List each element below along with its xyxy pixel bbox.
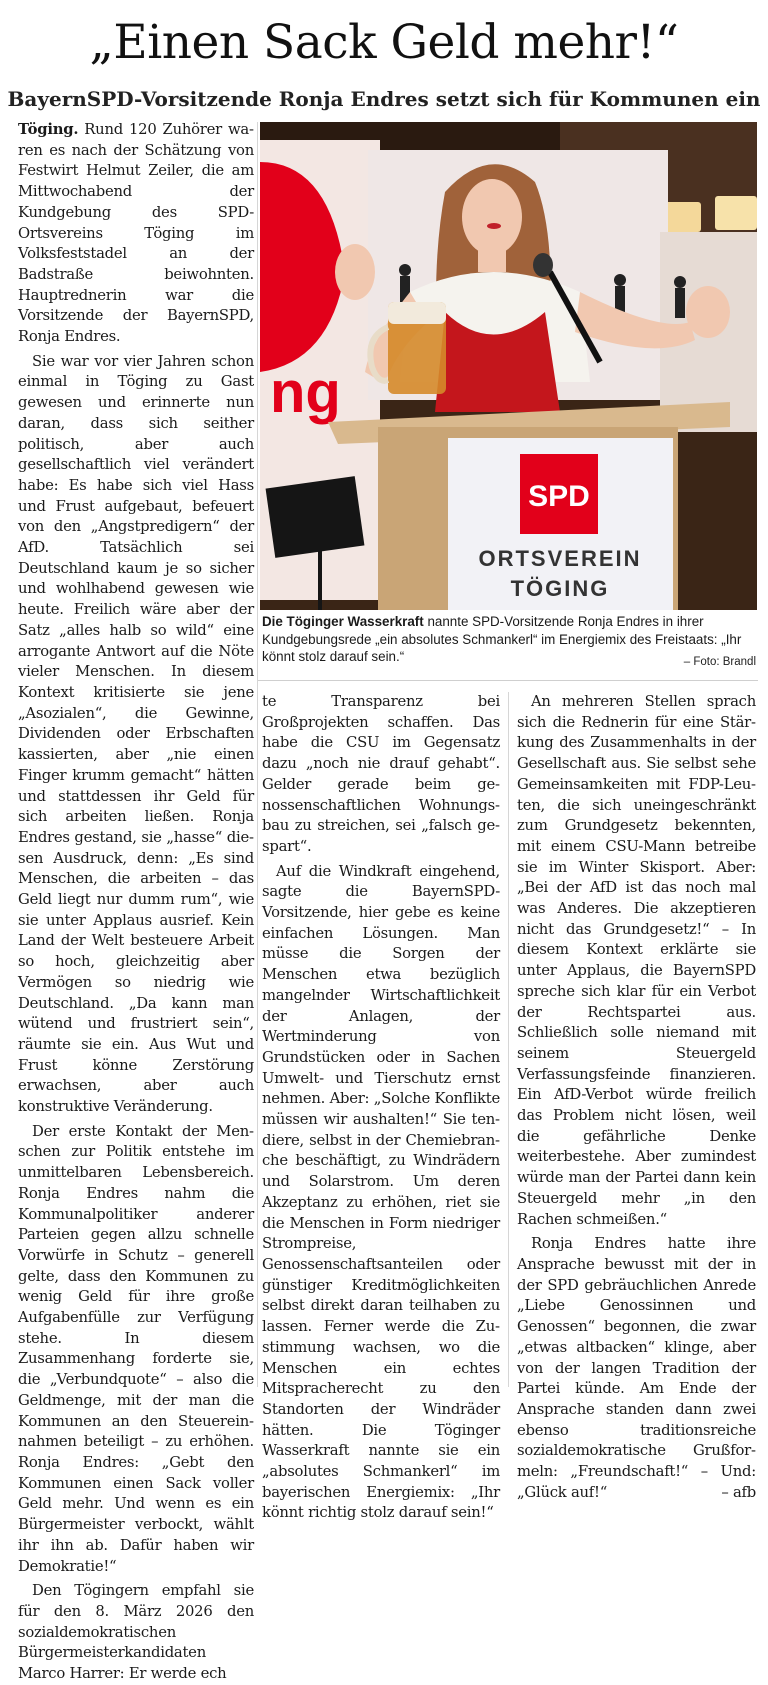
article-column-3 bbox=[517, 692, 756, 1503]
speaker-at-lectern-image bbox=[260, 122, 757, 610]
subheadline: BayernSPD-Vorsitzende Ronja Endres setzt sich für Kommunen ein bbox=[7, 87, 761, 111]
dateline: Töging. bbox=[18, 121, 79, 138]
article-column-1 bbox=[18, 120, 254, 1685]
headline: „Einen Sack Geld mehr!“ bbox=[89, 15, 679, 70]
caption-text: nannte SPD-Vorsitzende Ronja Endres in ihrer Kundgebungsrede „ein absolutes Schmankerl“ im Energiemix des Freistaats: „Ihr könnt stolz darauf sein.“ bbox=[262, 614, 742, 664]
column-divider bbox=[257, 122, 258, 1387]
photo-credit: – Foto: Brandl bbox=[683, 656, 756, 668]
paragraph: Auf die Windkraft eingehend, sagte die BayernSPD-Vorsitzende, hier gebe es keine einfachen Lösungen. Man müsse die Sorgen der Menschen etwa bezüglich mangelnder Wirtschaftlichkeit der Anlagen, der Wertminderung von Grundstücken oder in Sachen Umwelt- und Tierschutz ernst nehmen. Aber: „Solche Konflikte müssen wir aushalten!“ Sie tendiere, selbst in der Chemiebranche beschäftigt, zu Windrädern und Solarstrom. Um deren Akzeptanz zu erhöhen, riet sie die Menschen in Form niedriger Strompreise, Genossenschaftsanteilen oder günstiger Kreditmöglichkeiten selbst direkt daran teilhaben zu lassen. Ferner werde die Zustimmung wachsen, wo die Menschen ein echtes Mitspracherecht zu den Standorten der Windräder hätten. Die Töginger Wasserkraft nannte sie ein „absolutes Schmankerl“ im bayerischen Energiemix: „Ihr könnt richtig stolz darauf sein!“ bbox=[262, 862, 500, 1522]
lectern-line-1: ORTSVEREIN bbox=[478, 546, 642, 571]
paragraph bbox=[517, 1234, 756, 1503]
paragraph-text: Rund 120 Zuhörer waren es nach der Schätzung von Festwirt Helmut Zeiler, die am Mittwochabend der Kundgebung des SPD-Ortsvereins Töging im Volksfeststadel an der Badstraße beiwohnten. Hauptrednerin war die Vorsitzende der BayernSPD, Ronja Endres. bbox=[18, 121, 254, 346]
author-signature: – afb bbox=[721, 1483, 756, 1501]
paragraph: Der erste Kontakt der Menschen zur Politik entstehe im unmittelbaren Lebensbereich. Ronja Endres nahm die Kommunalpolitiker anderer Parteien gegen allzu schnelle Vorwürfe in Schutz – generell gelte, dass den Kommunen zu wenig Geld für ihre große Aufgabenfülle zur Verfügung stehe. In diesem Zusammenhang forderte sie, die „Verbundquote“ – also die Geldmenge, mit der man die Kommunen an den Steuereinnahmen beteiligt – zu erhöhen. Ronja Endres: „Gebt den Kommunen einen Sack voller Geld mehr. Und wenn es ein Bürgermeister verbockt, wählt ihr ihn ab. Dafür haben wir Demokratie!“ bbox=[18, 1122, 254, 1575]
paragraph bbox=[18, 120, 254, 348]
paragraph: te Transparenz bei Großprojekten schaffen. Das habe die CSU im Gegensatz dazu „noch nie drauf gehabt“. Gelder gerade beim genossenschaftlichen Wohnungsbau zu streichen, sei „falsch gespart“. bbox=[262, 693, 500, 855]
photo-caption bbox=[262, 613, 756, 666]
lectern-line-2: TÖGING bbox=[510, 576, 610, 601]
paragraph: Den Tögingern empfahl sie für den 8. März 2026 den sozialdemokratischen Bürgermeisterkandidaten Marco Harrer: Er werde ech bbox=[18, 1582, 254, 1683]
paragraph: Sie war vor vier Jahren schon einmal in Töging zu Gast gewesen und erinnerte nun daran, dass sich seither politisch, aber auch gesellschaftlich viel verändert habe: Es habe sich viel Hass und Frust aufgebaut, befeuert von den „Angstpredigern“ der AfD. Tatsächlich sei Deutschland kaum je so sicher und wohlhabend gewesen wie heute. Freilich wäre aber der Satz „alles halb so wild“ eine arrogante Antwort auf die Nöte vieler Menschen. In diesem Kontext kritisierte sie jene „Asozialen“, die Gewinne, Dividenden oder Erbschaften kassierten, aber „nie einen Finger krumm gemacht“ hätten und stattdessen ihr Geld für sich arbeiten ließen. Ronja Endres gestand, sie „hasse“ diesen Ausdruck, denn: „Es sind Menschen, die arbeiten – das Geld liegt nur dumm rum“, wie sie unter Applaus ausrief. Kein Land der Welt besteuere Arbeit so hoch, gleichzeitig aber Vermögen so niedrig wie Deutschland. „Da kann man wütend und frustriert sein“, räumte sie ein. Aus Wut und Frust könne Zerstörung erwachsen, aber auch konstruktive Veränderung. bbox=[18, 352, 254, 1116]
paragraph: An mehreren Stellen sprach sich die Rednerin für eine Stärkung des Zusammenhalts in der Gesellschaft aus. Sie selbst sehe Gemeinsamkeiten mit FDP-Leuten, die sich uneingeschränkt zum Grundgesetz bekennten, mit einem CSU-Mann betreibe sie im Winter Skisport. Aber: „Bei der AfD ist das noch mal was Anderes. Die akzeptieren nicht das Grundgesetz!“ – In diesem Kontext erklärte sie unter Applaus, die BayernSPD spreche sich klar für ein Verbot der Rechtspartei aus. Schließlich solle niemand mit seinem Steuergeld Verfassungsfeinde finanzieren. Ein AfD-Verbot würde freilich das Problem nicht lösen, weil die gefährliche Denke weiterbestehe. Aber zumindest würde man der Partei dann kein Steuergeld mehr „in den Rachen schmeißen.“ bbox=[517, 693, 756, 1228]
article-column-2 bbox=[262, 692, 500, 1524]
caption-rule bbox=[258, 680, 758, 681]
spd-logo-text: SPD bbox=[528, 480, 590, 513]
caption-lead: Die Töginger Wasserkraft bbox=[262, 614, 424, 629]
article-photo bbox=[260, 122, 757, 610]
banner-fragment-text: ng bbox=[270, 360, 341, 425]
paragraph-text: Ronja Endres hatte ihre Ansprache bewusst mit der in der SPD gebräuchlichen Anrede „Liebe Genossinnen und Genossen“ begonnen, die zwar „etwas altbacken“ klinge, aber von der langen Tradition der Partei künde. Am Ende der Ansprache standen dann zwei ebenso traditionsreiche sozialdemokratische Grußformeln: „Freundschaft!“ – Und: „Glück auf!“ bbox=[517, 1235, 756, 1501]
column-divider bbox=[508, 692, 509, 1387]
